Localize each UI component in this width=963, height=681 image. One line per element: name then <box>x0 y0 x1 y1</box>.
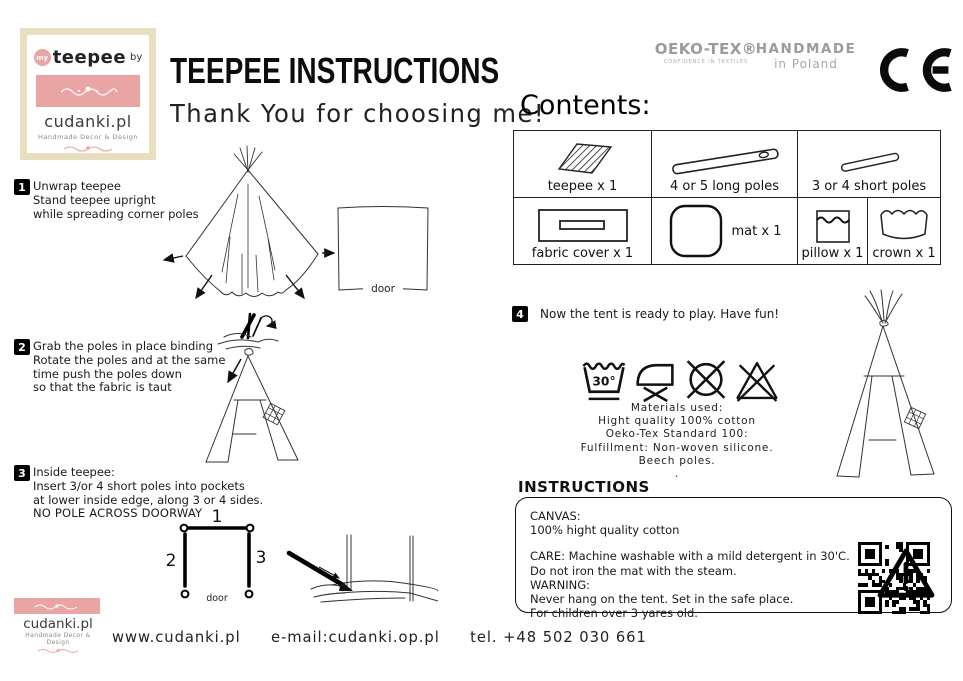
contents-table <box>513 130 941 265</box>
table-cell-label: 3 or 4 short poles <box>811 179 927 194</box>
table-cell-pillow <box>797 198 867 264</box>
table-cell-mat <box>651 198 797 264</box>
handmade-label: HANDMADE <box>755 41 857 57</box>
step-3-floor-plan <box>163 508 275 612</box>
page-subtitle: Thank You for choosing me! <box>170 99 546 128</box>
mat-icon <box>668 203 724 259</box>
wash-30-icon <box>580 356 628 403</box>
oeko-tex-mark <box>648 40 764 65</box>
step-1-teepee-drawing <box>158 142 340 308</box>
do-not-dry-clean-icon <box>682 356 730 403</box>
care-symbols <box>580 356 781 403</box>
flourish-icon <box>33 602 81 611</box>
finished-teepee-drawing <box>812 288 947 488</box>
table-cell-long-poles <box>651 131 797 197</box>
crown-icon <box>875 205 933 245</box>
page-title: TEEPEE INSTRUCTIONS <box>170 50 500 91</box>
brand-logo <box>20 28 156 160</box>
footer-contact <box>112 628 672 646</box>
care-warning-note: CARE: Machine washable with a mild detergent in 30'C. Do not iron the mat with the steam. WARNING: Never hang on the tent. Set in the safe place. For children over 3 yares old. <box>530 549 850 621</box>
footer-tagline: Handmade Decor & Design <box>25 632 91 646</box>
logo-site: cudanki.pl <box>44 112 132 131</box>
do-not-iron-icon <box>631 356 679 403</box>
step-1-number: 1 <box>14 179 30 195</box>
teepee-fabric-icon <box>547 138 619 178</box>
flourish-icon <box>57 84 119 98</box>
pillow-icon <box>815 209 851 245</box>
do-not-bleach-icon <box>733 356 781 403</box>
handmade-subtitle: in Poland <box>774 57 838 71</box>
flourish-icon <box>62 144 114 153</box>
table-cell-label: crown x 1 <box>872 246 936 261</box>
brand-by: by <box>130 52 143 63</box>
step-3-number: 3 <box>14 465 30 481</box>
long-pole-icon <box>662 140 788 178</box>
step-3-text: Inside teepee: Insert 3/or 4 short poles into pockets at lower inside edge, along 3 or 4 sides. NO POLE ACROSS DOORWAY <box>33 465 264 521</box>
step-1-text: Unwrap teepee Stand teepee upright while spreading corner poles <box>33 179 199 221</box>
footer-email: e-mail:cudanki.op.pl <box>270 628 440 646</box>
my-badge-icon: my <box>34 49 51 66</box>
door-label: door <box>371 283 395 295</box>
contents-heading: Contents: <box>520 90 651 121</box>
footer-site: cudanki.pl <box>23 616 93 632</box>
table-cell-fabric-cover <box>514 198 651 264</box>
footer-banner <box>14 598 100 614</box>
wash-temp-label: 30° <box>592 374 616 389</box>
ce-mark-icon <box>874 44 954 96</box>
logo-banner <box>36 75 140 107</box>
canvas-note: CANVAS: 100% hight quality cotton <box>530 509 680 538</box>
step-2-number: 2 <box>14 339 30 355</box>
table-cell-label: 4 or 5 long poles <box>669 179 779 194</box>
step-2-teepee-drawing <box>198 310 313 468</box>
pole-3-label: 3 <box>255 548 267 568</box>
step-2-text: Grab the poles in place binding Rotate the poles and at the same time push the poles down so that the fabric is taut <box>33 339 226 395</box>
logo-tagline: Handmade Decor & Design <box>38 133 138 141</box>
step-1-door-diagram <box>333 202 433 296</box>
handmade-mark <box>754 41 858 71</box>
instructions-heading: INSTRUCTIONS <box>518 478 650 496</box>
qr-code <box>858 542 930 614</box>
table-cell-short-poles <box>797 131 940 197</box>
table-cell-teepee <box>514 131 651 197</box>
step-3-pocket-detail-drawing <box>283 527 438 615</box>
materials-note: Materials used: Hight quality 100% cotton Oeko-Tex Standard 100: Fulfillment: Non-woven silicone. Beech poles. . <box>580 402 774 481</box>
step-4-text: Now the tent is ready to play. Have fun! <box>540 307 780 321</box>
step-4-number: 4 <box>512 306 528 322</box>
oeko-tex-subtitle: CONFIDENCE IN TEXTILES <box>663 59 749 65</box>
table-cell-label: teepee x 1 <box>547 179 618 194</box>
table-cell-label: mat x 1 <box>731 223 782 239</box>
brand-name: teepee <box>52 47 127 68</box>
door-label: door <box>206 593 228 604</box>
footer-website: www.cudanki.pl <box>112 628 241 646</box>
short-pole-icon <box>827 146 911 178</box>
oeko-tex-label: OEKO-TEX® <box>654 40 758 58</box>
pole-1-label: 1 <box>211 508 223 527</box>
table-cell-crown <box>867 198 940 264</box>
pole-2-label: 2 <box>165 551 177 571</box>
footer-logo <box>14 598 102 655</box>
fabric-cover-icon <box>536 207 630 245</box>
table-cell-label: pillow x 1 <box>801 246 864 261</box>
footer-phone: tel. +48 502 030 661 <box>470 628 647 646</box>
flourish-icon <box>36 647 80 655</box>
table-cell-label: fabric cover x 1 <box>531 246 634 261</box>
